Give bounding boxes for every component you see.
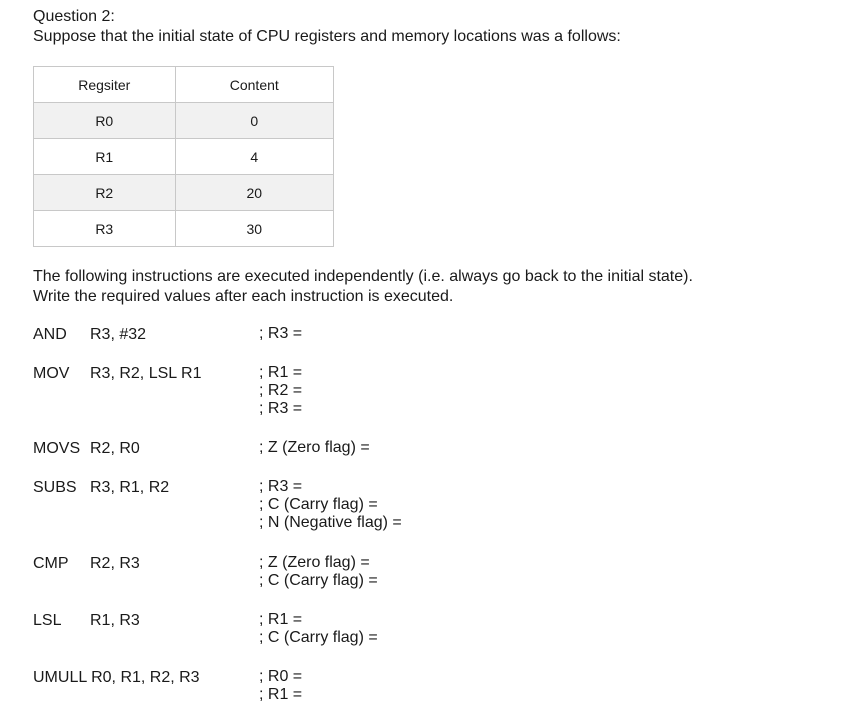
result-line: ; R2 =	[259, 382, 303, 399]
instruction-operands: R3, R2, LSL R1	[90, 365, 202, 382]
register-cell: R0	[34, 103, 176, 139]
result-lines	[259, 554, 378, 590]
result-line: ; R3 =	[259, 325, 303, 342]
result-lines	[259, 439, 370, 457]
instruction-mnemonic: CMP	[33, 555, 69, 572]
intro-line-2: Write the required values after each instruction is executed.	[33, 288, 454, 305]
result-lines	[259, 325, 302, 343]
result-line: ; R3 =	[259, 478, 303, 495]
header-register: Regsiter	[34, 67, 176, 103]
instruction-mnemonic: UMULL	[33, 669, 87, 686]
result-lines	[259, 668, 302, 704]
instruction-operands: R3, R1, R2	[90, 479, 170, 496]
question-title: Question 2:	[33, 8, 115, 25]
result-line: ; R1 =	[259, 364, 303, 381]
result-line: ; R0 =	[259, 668, 303, 685]
result-line: ; Z (Zero flag) =	[259, 554, 370, 571]
instruction-mnemonic: AND	[33, 326, 67, 343]
instruction-operands: R0, R1, R2, R3	[91, 669, 200, 686]
table-header-row	[34, 67, 334, 103]
instruction-mnemonic: MOV	[33, 365, 70, 382]
result-line: ; R3 =	[259, 400, 303, 417]
question-prompt: Suppose that the initial state of CPU registers and memory locations was a follows:	[33, 28, 621, 45]
register-table	[33, 66, 334, 247]
table-row	[34, 103, 334, 139]
result-line: ; Z (Zero flag) =	[259, 439, 370, 456]
result-lines	[259, 364, 302, 418]
instruction-operands: R1, R3	[90, 612, 140, 629]
instruction-mnemonic: SUBS	[33, 479, 77, 496]
header-content: Content	[175, 67, 333, 103]
result-line: ; N (Negative flag) =	[259, 514, 402, 531]
result-line: ; R1 =	[259, 611, 303, 628]
result-line: ; C (Carry flag) =	[259, 629, 378, 646]
content-cell: 30	[175, 211, 333, 247]
table-row	[34, 175, 334, 211]
register-cell: R3	[34, 211, 176, 247]
instruction-operands: R2, R3	[90, 555, 140, 572]
instruction-operands: R2, R0	[90, 440, 140, 457]
content-cell: 0	[175, 103, 333, 139]
instruction-mnemonic: MOVS	[33, 440, 81, 457]
result-line: ; R1 =	[259, 686, 303, 703]
register-cell: R2	[34, 175, 176, 211]
result-line: ; C (Carry flag) =	[259, 572, 378, 589]
result-lines	[259, 611, 378, 647]
register-cell: R1	[34, 139, 176, 175]
instruction-mnemonic: LSL	[33, 612, 62, 629]
table-row	[34, 139, 334, 175]
result-lines	[259, 478, 402, 532]
content-cell: 4	[175, 139, 333, 175]
table-row	[34, 211, 334, 247]
intro-line-1: The following instructions are executed independently (i.e. always go back to the initial state).	[33, 268, 693, 285]
instruction-text	[33, 668, 200, 687]
instruction-operands: R3, #32	[90, 326, 147, 343]
content-cell: 20	[175, 175, 333, 211]
result-line: ; C (Carry flag) =	[259, 496, 378, 513]
